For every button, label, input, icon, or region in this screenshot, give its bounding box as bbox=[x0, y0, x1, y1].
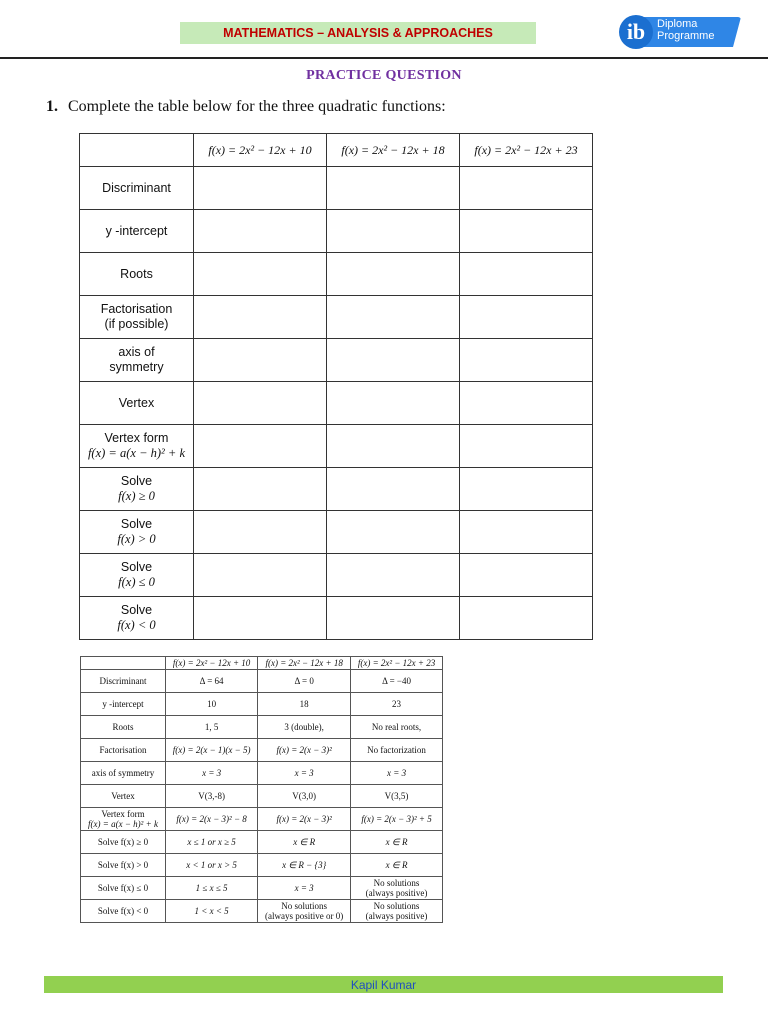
cell-text: (always positive) bbox=[365, 888, 428, 898]
table-cell bbox=[258, 670, 351, 693]
table-cell bbox=[81, 762, 166, 785]
table-cell bbox=[80, 253, 194, 296]
table-row bbox=[81, 716, 443, 739]
table-cell bbox=[166, 716, 258, 739]
table-cell bbox=[351, 900, 443, 923]
table-cell bbox=[81, 693, 166, 716]
table-cell bbox=[351, 808, 443, 831]
table-row bbox=[81, 762, 443, 785]
cell-text: Factorisation bbox=[99, 745, 147, 755]
table-cell bbox=[258, 716, 351, 739]
cell-text: Solve bbox=[120, 603, 153, 617]
answer-cell[interactable] bbox=[194, 210, 327, 253]
table-cell bbox=[81, 877, 166, 900]
table-cell bbox=[166, 762, 258, 785]
cell-text: x ≤ 1 or x ≥ 5 bbox=[187, 837, 236, 847]
answer-cell[interactable] bbox=[194, 511, 327, 554]
answer-cell[interactable] bbox=[327, 382, 460, 425]
answer-corner-cell bbox=[81, 657, 166, 670]
cell-text: Discriminant bbox=[99, 676, 147, 686]
cell-text: Δ = 64 bbox=[199, 676, 224, 686]
cell-text: x = 3 bbox=[202, 768, 222, 778]
table-cell bbox=[166, 739, 258, 762]
cell-text: Solve bbox=[120, 474, 153, 488]
cell-text: (always positive) bbox=[365, 911, 428, 921]
cell-text: Factorisation bbox=[100, 302, 173, 316]
answer-cell[interactable] bbox=[460, 597, 593, 640]
table-row bbox=[81, 900, 443, 923]
cell-text: axis of symmetry bbox=[91, 768, 155, 778]
cell-text: x ∈ R − {3} bbox=[282, 860, 327, 870]
cell-text: x < 1 or x > 5 bbox=[186, 860, 237, 870]
answer-cell[interactable] bbox=[194, 554, 327, 597]
table-row bbox=[81, 693, 443, 716]
table-cell bbox=[80, 511, 194, 554]
cell-text: y -intercept bbox=[105, 223, 168, 238]
cell-text: No real roots, bbox=[371, 722, 422, 732]
table-cell bbox=[81, 670, 166, 693]
cell-text: x ∈ R bbox=[293, 837, 316, 847]
cell-text: f(x) ≤ 0 bbox=[118, 575, 155, 589]
cell-text: Solve f(x) ≤ 0 bbox=[97, 883, 149, 893]
cell-text: No factorization bbox=[367, 745, 426, 755]
table-cell bbox=[81, 854, 166, 877]
table-cell bbox=[351, 854, 443, 877]
cell-text: f(x) = a(x − h)² + k bbox=[87, 446, 186, 460]
author-name: Kapil Kumar bbox=[350, 977, 417, 992]
cell-text: Discriminant bbox=[102, 180, 171, 195]
cell-text: f(x) = 2(x − 3)² − 8 bbox=[176, 814, 247, 824]
table-cell bbox=[166, 670, 258, 693]
cell-text: x ∈ R bbox=[385, 860, 408, 870]
table-cell bbox=[166, 808, 258, 831]
answer-cell[interactable] bbox=[460, 253, 593, 296]
answer-cell[interactable] bbox=[327, 511, 460, 554]
table-cell bbox=[81, 785, 166, 808]
question-text: Complete the table below for the three quadratic functions: bbox=[68, 98, 446, 115]
subject-banner bbox=[180, 22, 536, 44]
blank-function-header: f(x) = 2x² − 12x + 10 bbox=[194, 134, 327, 167]
cell-text: x = 3 bbox=[294, 768, 314, 778]
cell-text: V(3,0) bbox=[292, 791, 317, 801]
table-cell bbox=[258, 900, 351, 923]
answer-cell[interactable] bbox=[460, 382, 593, 425]
table-cell bbox=[80, 382, 194, 425]
table-cell bbox=[81, 831, 166, 854]
cell-text: x = 3 bbox=[387, 768, 407, 778]
answer-function-header: f(x) = 2x² − 12x + 18 bbox=[258, 657, 351, 670]
table-row bbox=[81, 739, 443, 762]
cell-text: 1 < x < 5 bbox=[194, 906, 229, 916]
table-cell bbox=[81, 808, 166, 831]
cell-text: Δ = 0 bbox=[294, 676, 314, 686]
table-cell bbox=[80, 296, 194, 339]
table-cell bbox=[258, 877, 351, 900]
table-cell bbox=[258, 693, 351, 716]
cell-text: f(x) = 2(x − 3)² bbox=[276, 814, 332, 824]
answer-cell[interactable] bbox=[327, 468, 460, 511]
table-cell bbox=[81, 739, 166, 762]
answer-cell[interactable] bbox=[327, 210, 460, 253]
cell-text: x ∈ R bbox=[385, 837, 408, 847]
table-cell bbox=[351, 670, 443, 693]
table-row bbox=[81, 854, 443, 877]
answer-cell[interactable] bbox=[460, 425, 593, 468]
table-cell bbox=[351, 716, 443, 739]
ib-logo bbox=[615, 13, 745, 53]
answer-cell[interactable] bbox=[460, 210, 593, 253]
cell-text: 3 (double), bbox=[284, 722, 324, 732]
table-cell bbox=[351, 877, 443, 900]
question-number: 1. bbox=[46, 98, 58, 115]
table-cell bbox=[81, 716, 166, 739]
table-cell bbox=[258, 739, 351, 762]
answer-cell[interactable] bbox=[194, 167, 327, 210]
cell-text: Vertex bbox=[118, 395, 155, 410]
table-cell bbox=[351, 739, 443, 762]
table-cell bbox=[166, 877, 258, 900]
table-cell bbox=[351, 762, 443, 785]
cell-text: Solve bbox=[120, 560, 153, 574]
subject-title: MATHEMATICS – ANALYSIS & APPROACHES bbox=[223, 26, 493, 40]
cell-text: (if possible) bbox=[104, 317, 169, 331]
table-cell bbox=[166, 854, 258, 877]
cell-text: 1, 5 bbox=[204, 722, 219, 732]
table-row bbox=[81, 670, 443, 693]
header-rule bbox=[0, 57, 768, 59]
answer-function-header: f(x) = 2x² − 12x + 23 bbox=[351, 657, 443, 670]
cell-text: V(3,5) bbox=[384, 791, 409, 801]
table-cell bbox=[258, 854, 351, 877]
blank-function-header: f(x) = 2x² − 12x + 18 bbox=[327, 134, 460, 167]
table-cell bbox=[258, 762, 351, 785]
cell-text: Solve f(x) ≥ 0 bbox=[97, 837, 149, 847]
answer-table bbox=[80, 656, 443, 923]
answer-cell[interactable] bbox=[327, 253, 460, 296]
table-cell bbox=[166, 831, 258, 854]
answer-cell[interactable] bbox=[460, 511, 593, 554]
answer-cell[interactable] bbox=[460, 167, 593, 210]
table-row bbox=[81, 877, 443, 900]
answer-cell[interactable] bbox=[327, 554, 460, 597]
question bbox=[46, 98, 446, 116]
ib-circle-icon: ib bbox=[619, 15, 653, 49]
cell-text: Solve f(x) < 0 bbox=[97, 906, 149, 916]
cell-text: Δ = −40 bbox=[382, 676, 412, 686]
section-title: PRACTICE QUESTION bbox=[306, 68, 462, 83]
cell-text: f(x) ≥ 0 bbox=[118, 489, 155, 503]
answer-cell[interactable] bbox=[460, 296, 593, 339]
answer-cell[interactable] bbox=[194, 425, 327, 468]
answer-cell[interactable] bbox=[194, 296, 327, 339]
cell-text: Roots bbox=[112, 722, 134, 732]
cell-text: x = 3 bbox=[294, 883, 314, 893]
cell-text: Solve bbox=[120, 517, 153, 531]
footer-banner bbox=[44, 976, 723, 993]
table-cell bbox=[351, 785, 443, 808]
table-cell bbox=[166, 785, 258, 808]
answer-cell[interactable] bbox=[194, 339, 327, 382]
cell-text: (always positive or 0) bbox=[265, 911, 344, 921]
table-cell bbox=[258, 808, 351, 831]
cell-text: f(x) > 0 bbox=[117, 532, 156, 546]
blank-corner-cell bbox=[80, 134, 194, 167]
cell-text: axis of bbox=[118, 345, 155, 359]
answer-cell[interactable] bbox=[194, 253, 327, 296]
table-cell bbox=[166, 900, 258, 923]
answer-cell[interactable] bbox=[327, 425, 460, 468]
table-cell bbox=[80, 425, 194, 468]
table-row bbox=[81, 808, 443, 831]
table-cell bbox=[80, 554, 194, 597]
answer-function-header: f(x) = 2x² − 12x + 10 bbox=[166, 657, 258, 670]
cell-text: f(x) = 2(x − 3)² bbox=[276, 745, 332, 755]
table-cell bbox=[80, 210, 194, 253]
table-cell bbox=[258, 831, 351, 854]
table-cell bbox=[80, 468, 194, 511]
cell-text: symmetry bbox=[109, 360, 164, 374]
cell-text: Vertex form bbox=[101, 809, 145, 819]
table-cell bbox=[258, 785, 351, 808]
table-cell bbox=[80, 167, 194, 210]
answer-cell[interactable] bbox=[327, 167, 460, 210]
cell-text: 23 bbox=[392, 699, 402, 709]
cell-text: f(x) = 2(x − 3)² + 5 bbox=[361, 814, 432, 824]
answer-cell[interactable] bbox=[460, 468, 593, 511]
answer-cell[interactable] bbox=[327, 296, 460, 339]
cell-text: No solutions bbox=[281, 901, 328, 911]
table-row bbox=[81, 785, 443, 808]
cell-text: 10 bbox=[207, 699, 217, 709]
answer-cell[interactable] bbox=[194, 597, 327, 640]
answer-cell[interactable] bbox=[327, 597, 460, 640]
cell-text: y -intercept bbox=[102, 699, 144, 709]
cell-text: Roots bbox=[120, 266, 153, 281]
blank-function-header: f(x) = 2x² − 12x + 23 bbox=[460, 134, 593, 167]
table-cell bbox=[81, 900, 166, 923]
answer-cell[interactable] bbox=[460, 339, 593, 382]
table-row bbox=[81, 831, 443, 854]
cell-text: 18 bbox=[299, 699, 309, 709]
cell-text: f(x) < 0 bbox=[117, 618, 156, 632]
cell-text: 1 ≤ x ≤ 5 bbox=[195, 883, 228, 893]
cell-text: Vertex bbox=[111, 791, 135, 801]
answer-cell[interactable] bbox=[194, 468, 327, 511]
blank-table bbox=[79, 133, 593, 640]
cell-text: f(x) = a(x − h)² + k bbox=[88, 819, 158, 829]
cell-text: No solutions bbox=[373, 878, 420, 888]
cell-text: V(3,-8) bbox=[198, 791, 225, 801]
table-cell bbox=[80, 339, 194, 382]
answer-cell[interactable] bbox=[460, 554, 593, 597]
table-cell bbox=[80, 597, 194, 640]
answer-cell[interactable] bbox=[327, 339, 460, 382]
answer-cell[interactable] bbox=[194, 382, 327, 425]
table-cell bbox=[351, 831, 443, 854]
cell-text: Solve f(x) > 0 bbox=[97, 860, 149, 870]
logo-text: Diploma Programme bbox=[657, 18, 715, 42]
table-cell bbox=[351, 693, 443, 716]
table-cell bbox=[166, 693, 258, 716]
cell-text: f(x) = 2(x − 1)(x − 5) bbox=[172, 745, 251, 755]
cell-text: Vertex form bbox=[104, 431, 169, 445]
cell-text: No solutions bbox=[373, 901, 420, 911]
